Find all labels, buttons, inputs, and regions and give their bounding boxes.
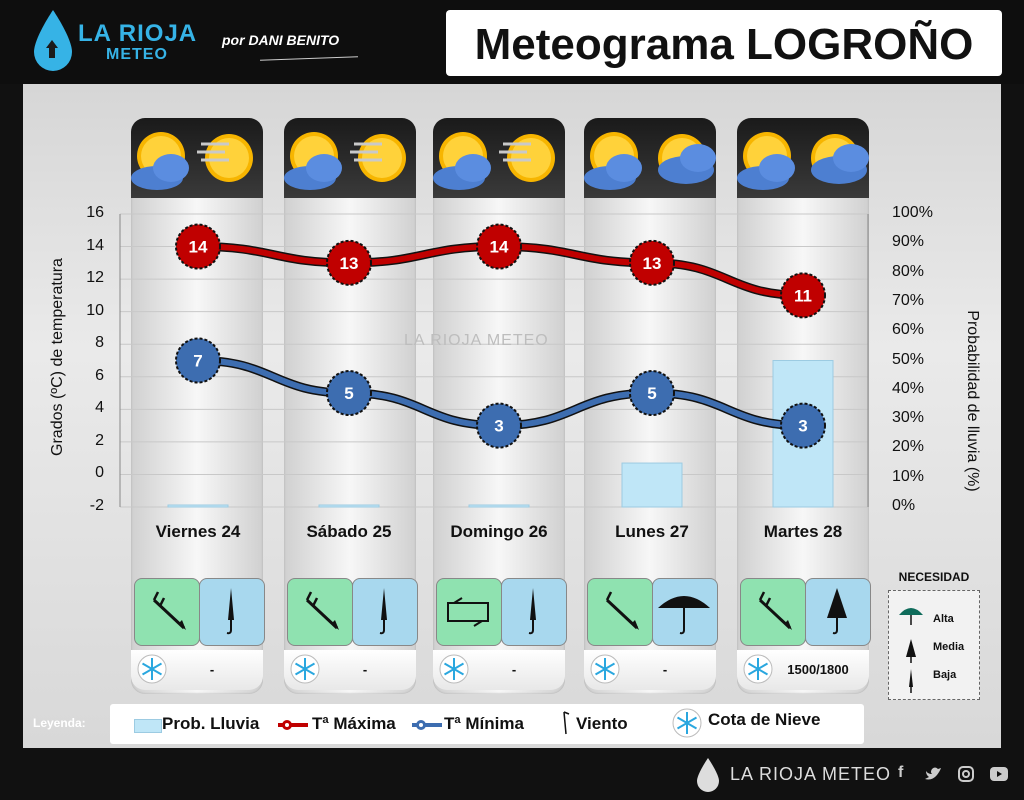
y-tick-label: 8 xyxy=(95,334,104,352)
data-label: 5 xyxy=(344,384,354,404)
y2-tick-label: 0% xyxy=(892,497,916,514)
snow-level-value: - xyxy=(662,662,668,677)
y-tick-label: 12 xyxy=(86,269,104,287)
data-label: 3 xyxy=(494,416,504,436)
snow-level-value: 1500/1800 xyxy=(787,662,849,677)
max-temp-series xyxy=(176,225,825,318)
y2-tick-label: 50% xyxy=(892,350,925,368)
umbrella-open-icon xyxy=(899,608,923,625)
facebook-icon[interactable]: f xyxy=(898,764,904,781)
instagram-icon[interactable] xyxy=(958,766,974,782)
min-temp-series xyxy=(176,339,825,448)
y-tick-label: 14 xyxy=(86,236,104,254)
legend-snow: Cota de Nieve xyxy=(708,710,821,729)
logo-text-secondary: METEO xyxy=(106,46,168,63)
page-title: Meteograma LOGROÑO xyxy=(474,20,974,69)
legend-max: Tª Máxima xyxy=(312,714,396,733)
logo-text-primary: LA RIOJA xyxy=(78,20,198,47)
snow-level-value: - xyxy=(209,662,215,677)
legend-min: Tª Mínima xyxy=(444,714,524,733)
y-tick-label: 10 xyxy=(86,301,104,319)
y2-tick-label: 90% xyxy=(892,233,925,251)
necesidad-alta: Alta xyxy=(933,613,954,625)
legend-max-swatch xyxy=(276,718,310,732)
day-label: Viernes 24 xyxy=(155,522,241,541)
watermark: LA RIOJA METEO xyxy=(404,332,549,349)
day-label: Domingo 26 xyxy=(450,522,548,541)
necesidad-title: NECESIDAD xyxy=(898,570,970,584)
legend-wind: Viento xyxy=(576,714,628,733)
day-label: Lunes 27 xyxy=(615,522,689,541)
author-credit: por DANI BENITO xyxy=(222,32,340,48)
necesidad-media: Media xyxy=(933,641,965,653)
y-tick-label: 6 xyxy=(95,366,104,384)
y2-tick-label: 60% xyxy=(892,321,925,339)
wind-arrow-icon xyxy=(560,710,572,738)
y2-tick-label: 80% xyxy=(892,262,925,280)
legend xyxy=(110,704,864,744)
data-label: 14 xyxy=(188,237,208,257)
necesidad-baja: Baja xyxy=(933,669,957,681)
rain-bar xyxy=(622,463,682,507)
snow-level-value: - xyxy=(511,662,517,677)
legend-min-swatch xyxy=(410,718,444,732)
y-tick-label: 2 xyxy=(95,431,104,449)
data-label: 5 xyxy=(647,384,657,404)
y-tick-label: 4 xyxy=(95,399,104,417)
y2-tick-label: 20% xyxy=(892,438,925,456)
snow-level-value: - xyxy=(362,662,368,677)
legend-rain-swatch xyxy=(134,719,162,733)
data-label: 3 xyxy=(798,416,808,436)
y-tick-label: 0 xyxy=(95,464,104,482)
y2-tick-label: 40% xyxy=(892,379,925,397)
y-axis-right-label: Probabilidad de lluvia (%) xyxy=(964,310,981,492)
data-label: 13 xyxy=(339,253,359,273)
legend-label: Leyenda: xyxy=(33,716,86,730)
y2-tick-label: 100% xyxy=(892,204,933,221)
y2-tick-label: 10% xyxy=(892,467,925,485)
data-label: 11 xyxy=(794,286,812,306)
rain-bar xyxy=(469,505,529,507)
umbrella-half-icon xyxy=(906,639,916,663)
rain-bar xyxy=(168,505,228,507)
legend-rain: Prob. Lluvia xyxy=(162,714,260,733)
data-label: 13 xyxy=(642,253,662,273)
y-tick-label: -2 xyxy=(89,497,104,514)
y-tick-label: 16 xyxy=(86,204,104,221)
data-label: 7 xyxy=(193,351,203,371)
necesidad-legend xyxy=(888,590,980,700)
umbrella-closed-icon xyxy=(909,669,913,693)
snowflake-icon xyxy=(672,708,702,738)
y-axis-left-label: Grados (ºC) de temperatura xyxy=(49,258,66,456)
rain-bar xyxy=(319,505,379,507)
footer-brand: LA RIOJA METEO xyxy=(730,764,892,784)
y2-tick-label: 70% xyxy=(892,291,925,309)
twitter-icon[interactable] xyxy=(924,766,942,782)
youtube-icon[interactable] xyxy=(990,767,1008,781)
y2-tick-label: 30% xyxy=(892,409,925,427)
day-label: Sábado 25 xyxy=(306,522,392,541)
footer-drop-icon xyxy=(694,756,722,792)
data-label: 14 xyxy=(489,237,509,257)
day-label: Martes 28 xyxy=(763,522,843,541)
